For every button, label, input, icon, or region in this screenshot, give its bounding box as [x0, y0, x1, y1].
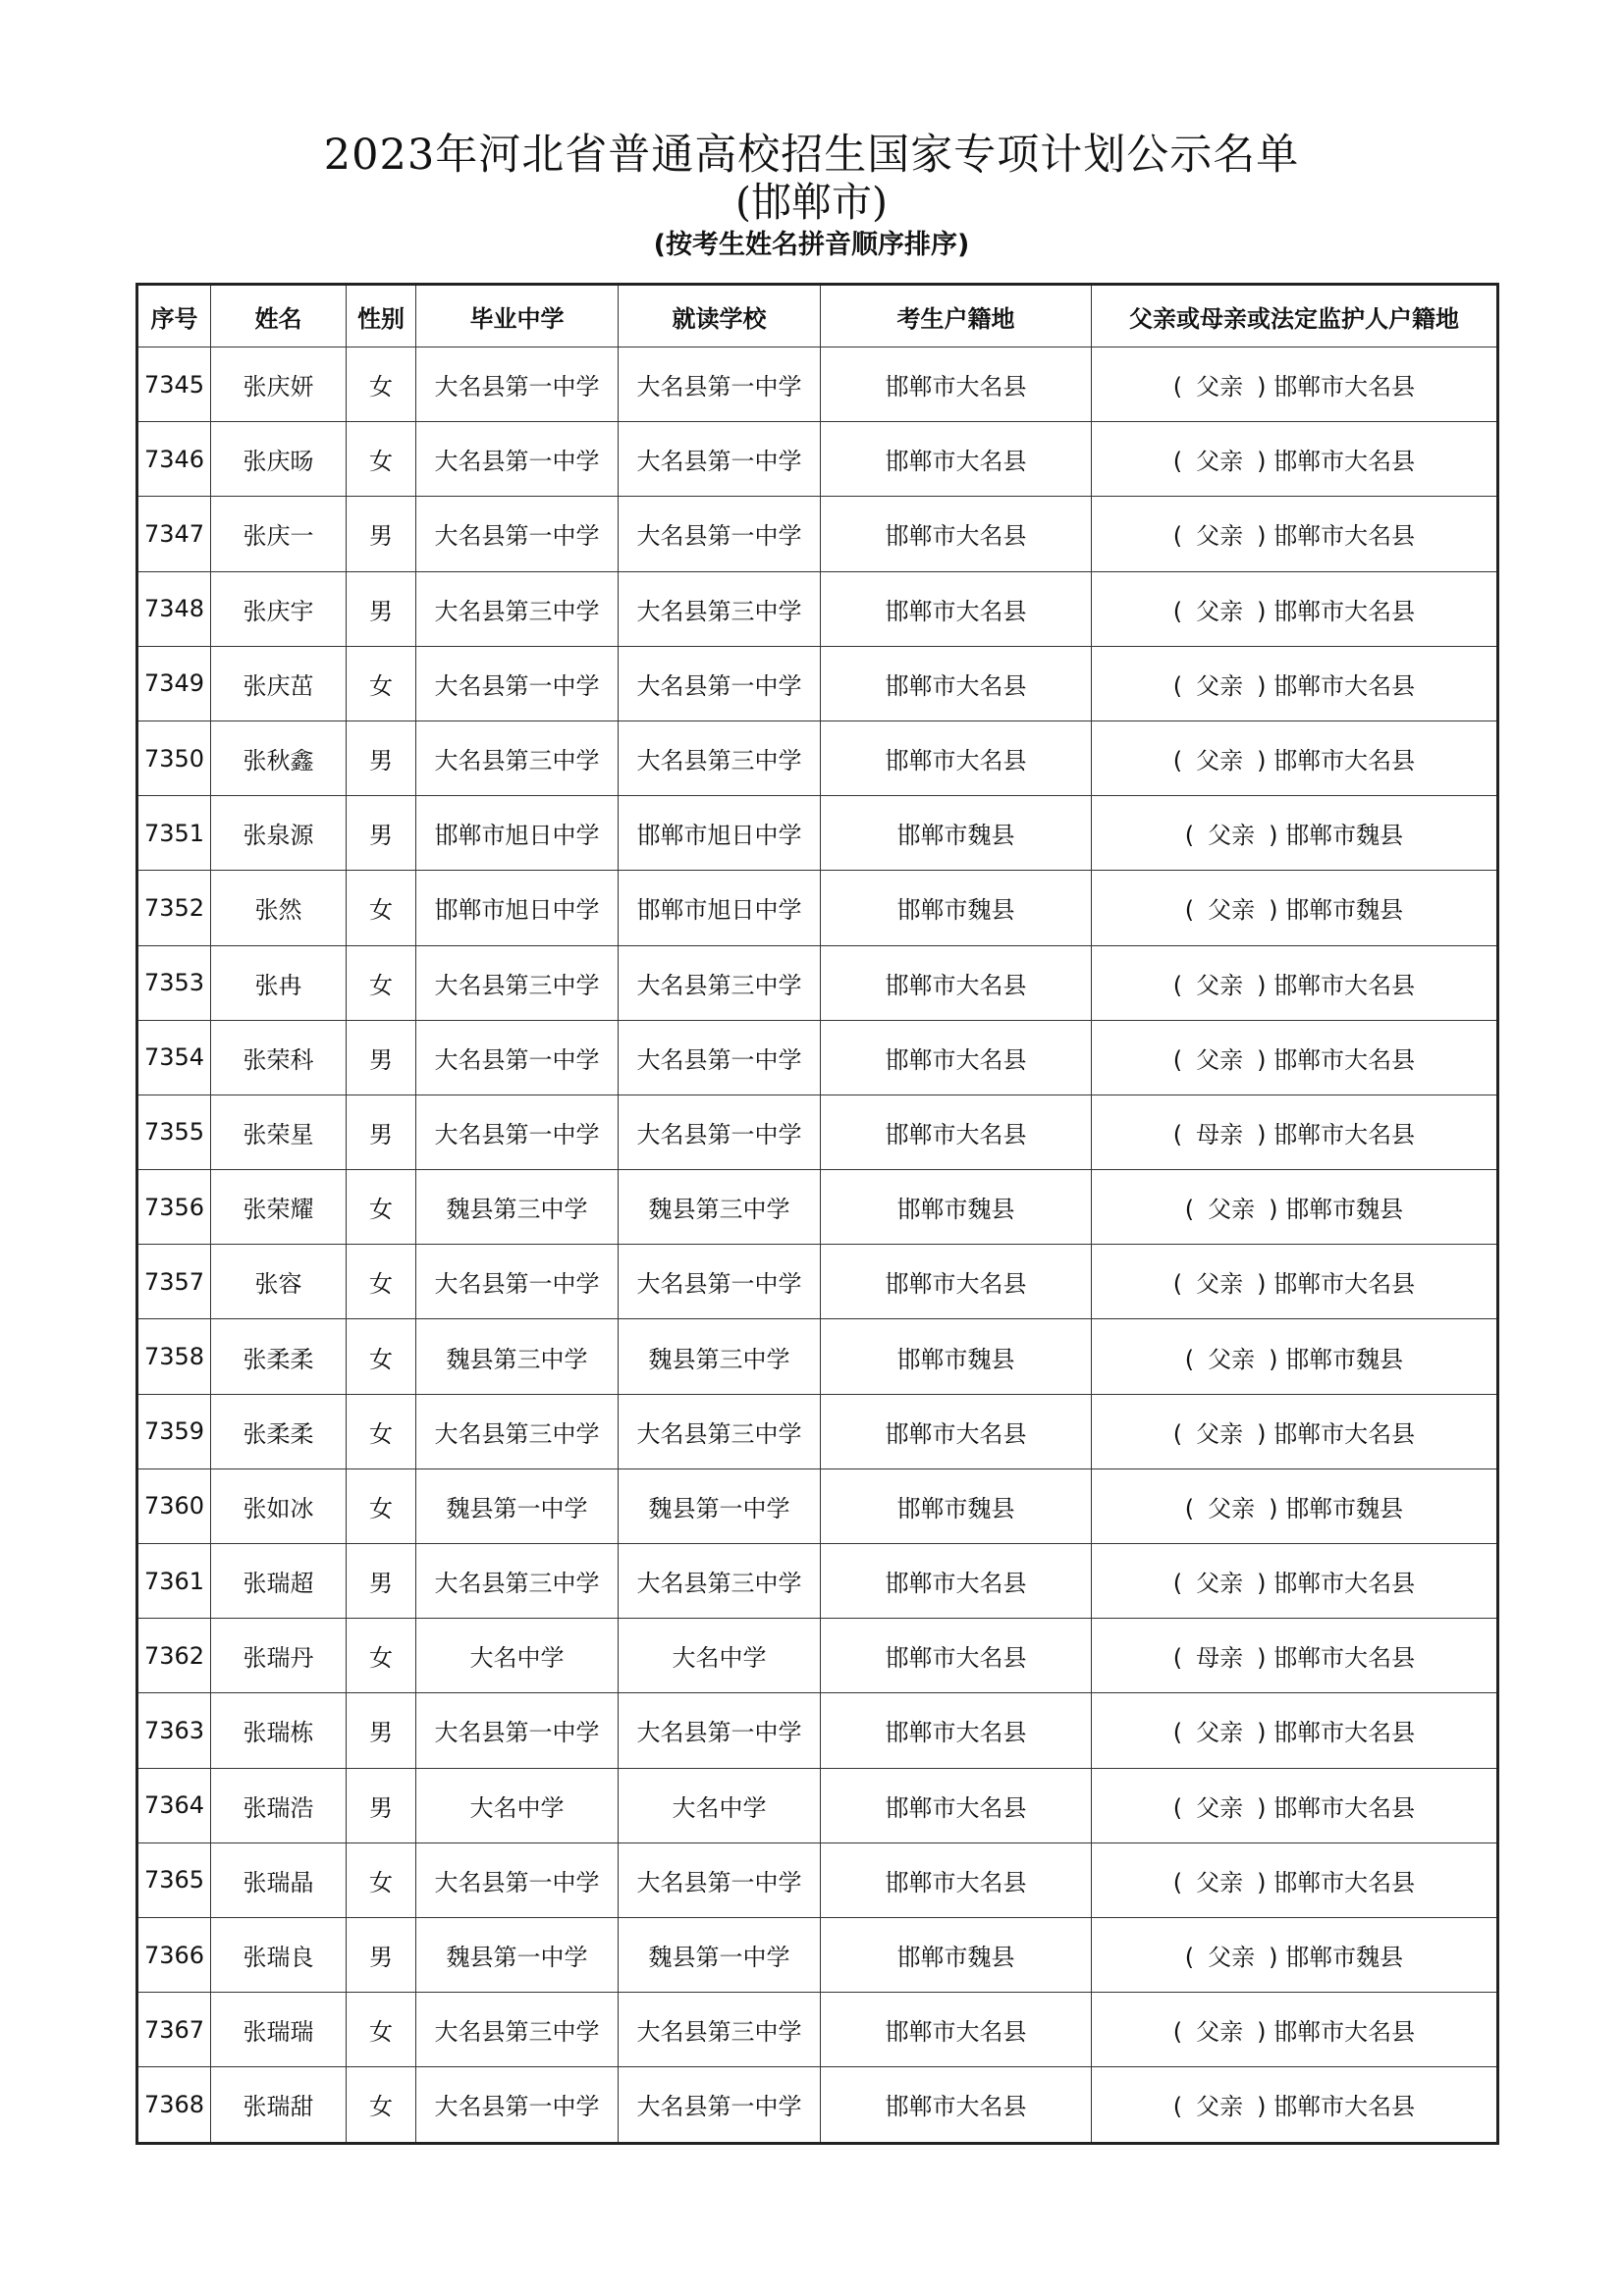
cell-name: 张冉: [211, 945, 347, 1020]
cell-hukou: 邯郸市大名县: [821, 2067, 1092, 2143]
cell-serial: 7362: [137, 1619, 211, 1693]
table-row: [137, 1693, 1498, 1768]
col-header-grad-school: 毕业中学: [416, 285, 619, 347]
guardian-hukou-location: 邯郸市大名县: [1273, 1570, 1416, 1598]
table-row: [137, 1468, 1498, 1543]
cell-name: 张瑞瑞: [211, 1993, 347, 2067]
table-row: [137, 1095, 1498, 1169]
col-header-gender: 性别: [347, 285, 416, 347]
cell-hukou: 邯郸市大名县: [821, 571, 1092, 646]
cell-grad-school: 魏县第三中学: [416, 1170, 619, 1245]
cell-current-school: 大名县第三中学: [619, 1394, 821, 1468]
cell-hukou: 邯郸市魏县: [821, 1468, 1092, 1543]
cell-serial: 7363: [137, 1693, 211, 1768]
cell-grad-school: 大名县第一中学: [416, 1245, 619, 1319]
cell-hukou: 邯郸市大名县: [821, 1993, 1092, 2067]
cell-serial: 7355: [137, 1095, 211, 1169]
cell-guardian-hukou: ( 父亲 ) 邯郸市大名县: [1092, 1693, 1498, 1768]
guardian-hukou-location: 邯郸市大名县: [1273, 971, 1416, 999]
cell-guardian-hukou: ( 父亲 ) 邯郸市大名县: [1092, 721, 1498, 795]
cell-name: 张柔柔: [211, 1319, 347, 1394]
cell-hukou: 邯郸市大名县: [821, 347, 1092, 422]
cell-gender: 男: [347, 571, 416, 646]
cell-name: 张如冰: [211, 1468, 347, 1543]
cell-grad-school: 大名县第一中学: [416, 646, 619, 721]
cell-gender: 女: [347, 871, 416, 945]
cell-serial: 7348: [137, 571, 211, 646]
cell-serial: 7361: [137, 1544, 211, 1619]
cell-grad-school: 邯郸市旭日中学: [416, 871, 619, 945]
col-header-serial: 序号: [137, 285, 211, 347]
cell-current-school: 大名县第三中学: [619, 1993, 821, 2067]
cell-grad-school: 大名县第一中学: [416, 1842, 619, 1917]
cell-hukou: 邯郸市大名县: [821, 497, 1092, 571]
cell-gender: 男: [347, 497, 416, 571]
col-header-current-school: 就读学校: [619, 285, 821, 347]
cell-hukou: 邯郸市魏县: [821, 1319, 1092, 1394]
cell-current-school: 大名县第一中学: [619, 497, 821, 571]
cell-current-school: 大名县第一中学: [619, 1020, 821, 1095]
guardian-hukou-location: 邯郸市魏县: [1285, 1944, 1404, 1972]
cell-gender: 男: [347, 1693, 416, 1768]
cell-name: 张瑞晶: [211, 1842, 347, 1917]
cell-name: 张瑞浩: [211, 1768, 347, 1842]
cell-gender: 男: [347, 1544, 416, 1619]
table-row: [137, 1319, 1498, 1394]
table-row: [137, 571, 1498, 646]
cell-hukou: 邯郸市魏县: [821, 1170, 1092, 1245]
cell-grad-school: 大名县第一中学: [416, 1095, 619, 1169]
table-row: [137, 721, 1498, 795]
cell-hukou: 邯郸市大名县: [821, 1394, 1092, 1468]
cell-name: 张瑞栋: [211, 1693, 347, 1768]
cell-grad-school: 大名县第一中学: [416, 2067, 619, 2143]
cell-current-school: 大名县第一中学: [619, 1842, 821, 1917]
cell-current-school: 大名县第三中学: [619, 1544, 821, 1619]
cell-name: 张瑞良: [211, 1917, 347, 1992]
cell-hukou: 邯郸市大名县: [821, 1842, 1092, 1917]
cell-current-school: 魏县第一中学: [619, 1468, 821, 1543]
cell-current-school: 大名县第一中学: [619, 1245, 821, 1319]
cell-hukou: 邯郸市大名县: [821, 1619, 1092, 1693]
cell-guardian-hukou: ( 父亲 ) 邯郸市大名县: [1092, 347, 1498, 422]
cell-name: 张庆茁: [211, 646, 347, 721]
cell-name: 张荣耀: [211, 1170, 347, 1245]
cell-current-school: 大名中学: [619, 1619, 821, 1693]
cell-name: 张柔柔: [211, 1394, 347, 1468]
cell-current-school: 魏县第三中学: [619, 1170, 821, 1245]
cell-guardian-hukou: ( 父亲 ) 邯郸市大名县: [1092, 571, 1498, 646]
guardian-relation: 母亲: [1196, 1644, 1244, 1673]
cell-serial: 7356: [137, 1170, 211, 1245]
guardian-hukou-location: 邯郸市大名县: [1273, 522, 1416, 551]
cell-current-school: 大名中学: [619, 1768, 821, 1842]
cell-hukou: 邯郸市大名县: [821, 1020, 1092, 1095]
cell-serial: 7354: [137, 1020, 211, 1095]
cell-serial: 7358: [137, 1319, 211, 1394]
cell-serial: 7359: [137, 1394, 211, 1468]
guardian-hukou-location: 邯郸市大名县: [1273, 2018, 1416, 2047]
cell-grad-school: 大名县第三中学: [416, 1993, 619, 2067]
cell-current-school: 大名县第三中学: [619, 945, 821, 1020]
cell-grad-school: 大名县第一中学: [416, 1693, 619, 1768]
cell-guardian-hukou: ( 父亲 ) 邯郸市大名县: [1092, 1993, 1498, 2067]
guardian-hukou-location: 邯郸市魏县: [1285, 1494, 1404, 1522]
cell-serial: 7346: [137, 422, 211, 497]
cell-current-school: 大名县第一中学: [619, 1095, 821, 1169]
cell-serial: 7353: [137, 945, 211, 1020]
table-row: [137, 347, 1498, 422]
table-row: [137, 646, 1498, 721]
cell-current-school: 大名县第一中学: [619, 2067, 821, 2143]
guardian-relation: 父亲: [1196, 671, 1244, 700]
cell-hukou: 邯郸市大名县: [821, 1245, 1092, 1319]
cell-current-school: 大名县第一中学: [619, 422, 821, 497]
table-row: [137, 796, 1498, 871]
cell-name: 张容: [211, 1245, 347, 1319]
cell-serial: 7360: [137, 1468, 211, 1543]
header-row: [137, 285, 1498, 347]
cell-name: 张荣星: [211, 1095, 347, 1169]
cell-current-school: 大名县第一中学: [619, 646, 821, 721]
cell-gender: 男: [347, 1768, 416, 1842]
cell-grad-school: 大名中学: [416, 1768, 619, 1842]
guardian-relation: 父亲: [1196, 1419, 1244, 1448]
cell-gender: 女: [347, 1245, 416, 1319]
cell-grad-school: 大名县第三中学: [416, 945, 619, 1020]
table-row: [137, 1020, 1498, 1095]
cell-serial: 7351: [137, 796, 211, 871]
guardian-hukou-location: 邯郸市大名县: [1273, 671, 1416, 700]
guardian-relation: 父亲: [1196, 747, 1244, 775]
cell-name: 张瑞超: [211, 1544, 347, 1619]
guardian-relation: 父亲: [1208, 1944, 1256, 1972]
cell-name: 张庆宇: [211, 571, 347, 646]
cell-serial: 7365: [137, 1842, 211, 1917]
guardian-hukou-location: 邯郸市大名县: [1273, 1719, 1416, 1747]
cell-serial: 7366: [137, 1917, 211, 1992]
guardian-relation: 父亲: [1196, 597, 1244, 625]
table-row: [137, 1842, 1498, 1917]
table-row: [137, 1993, 1498, 2067]
cell-guardian-hukou: ( 父亲 ) 邯郸市大名县: [1092, 1245, 1498, 1319]
cell-guardian-hukou: ( 父亲 ) 邯郸市大名县: [1092, 1842, 1498, 1917]
cell-name: 张秋鑫: [211, 721, 347, 795]
cell-guardian-hukou: ( 父亲 ) 邯郸市大名县: [1092, 2067, 1498, 2143]
cell-serial: 7352: [137, 871, 211, 945]
cell-current-school: 魏县第一中学: [619, 1917, 821, 1992]
guardian-hukou-location: 邯郸市大名县: [1273, 1644, 1416, 1673]
guardian-relation: 父亲: [1196, 1793, 1244, 1822]
table-row: [137, 1619, 1498, 1693]
guardian-relation: 父亲: [1196, 1570, 1244, 1598]
guardian-relation: 父亲: [1196, 971, 1244, 999]
cell-gender: 女: [347, 1993, 416, 2067]
cell-name: 张瑞甜: [211, 2067, 347, 2143]
guardian-relation: 父亲: [1196, 373, 1244, 401]
cell-guardian-hukou: ( 父亲 ) 邯郸市大名县: [1092, 646, 1498, 721]
cell-guardian-hukou: ( 父亲 ) 邯郸市魏县: [1092, 1319, 1498, 1394]
table-row: [137, 497, 1498, 571]
cell-guardian-hukou: ( 父亲 ) 邯郸市大名县: [1092, 1544, 1498, 1619]
table-row: [137, 1394, 1498, 1468]
guardian-hukou-location: 邯郸市大名县: [1273, 1793, 1416, 1822]
cell-gender: 男: [347, 1917, 416, 1992]
guardian-hukou-location: 邯郸市魏县: [1285, 1196, 1404, 1224]
cell-guardian-hukou: ( 母亲 ) 邯郸市大名县: [1092, 1095, 1498, 1169]
table-header: [137, 285, 1498, 347]
cell-serial: 7357: [137, 1245, 211, 1319]
cell-name: 张然: [211, 871, 347, 945]
cell-grad-school: 魏县第一中学: [416, 1917, 619, 1992]
guardian-relation: 父亲: [1208, 822, 1256, 850]
cell-gender: 女: [347, 1394, 416, 1468]
guardian-hukou-location: 邯郸市魏县: [1285, 822, 1404, 850]
cell-gender: 男: [347, 721, 416, 795]
cell-current-school: 大名县第一中学: [619, 1693, 821, 1768]
cell-gender: 女: [347, 347, 416, 422]
cell-name: 张庆一: [211, 497, 347, 571]
cell-name: 张荣科: [211, 1020, 347, 1095]
cell-name: 张庆旸: [211, 422, 347, 497]
cell-hukou: 邯郸市大名县: [821, 945, 1092, 1020]
cell-grad-school: 邯郸市旭日中学: [416, 796, 619, 871]
cell-grad-school: 大名县第三中学: [416, 571, 619, 646]
cell-grad-school: 魏县第一中学: [416, 1468, 619, 1543]
cell-grad-school: 大名中学: [416, 1619, 619, 1693]
table-row: [137, 1768, 1498, 1842]
cell-gender: 男: [347, 1095, 416, 1169]
guardian-relation: 父亲: [1196, 2093, 1244, 2121]
cell-serial: 7367: [137, 1993, 211, 2067]
table-row: [137, 422, 1498, 497]
cell-gender: 男: [347, 796, 416, 871]
guardian-hukou-location: 邯郸市大名县: [1273, 1045, 1416, 1074]
cell-guardian-hukou: ( 父亲 ) 邯郸市魏县: [1092, 796, 1498, 871]
cell-grad-school: 大名县第一中学: [416, 347, 619, 422]
document-subtitle: (邯郸市): [735, 179, 888, 226]
sort-note: (按考生姓名拼音顺序排序): [653, 230, 970, 260]
guardian-relation: 父亲: [1196, 448, 1244, 476]
cell-guardian-hukou: ( 母亲 ) 邯郸市大名县: [1092, 1619, 1498, 1693]
cell-current-school: 大名县第三中学: [619, 571, 821, 646]
cell-grad-school: 大名县第三中学: [416, 1544, 619, 1619]
cell-serial: 7349: [137, 646, 211, 721]
cell-current-school: 大名县第一中学: [619, 347, 821, 422]
roster-table: [135, 283, 1499, 2145]
cell-serial: 7350: [137, 721, 211, 795]
cell-grad-school: 大名县第一中学: [416, 497, 619, 571]
table-row: [137, 945, 1498, 1020]
cell-gender: 女: [347, 422, 416, 497]
cell-gender: 男: [347, 1020, 416, 1095]
cell-guardian-hukou: ( 父亲 ) 邯郸市魏县: [1092, 1917, 1498, 1992]
cell-hukou: 邯郸市魏县: [821, 871, 1092, 945]
cell-grad-school: 大名县第三中学: [416, 721, 619, 795]
cell-guardian-hukou: ( 父亲 ) 邯郸市大名县: [1092, 945, 1498, 1020]
cell-gender: 女: [347, 1842, 416, 1917]
cell-guardian-hukou: ( 父亲 ) 邯郸市魏县: [1092, 1468, 1498, 1543]
guardian-relation: 父亲: [1208, 1345, 1256, 1373]
cell-hukou: 邯郸市魏县: [821, 1917, 1092, 1992]
guardian-hukou-location: 邯郸市大名县: [1273, 1419, 1416, 1448]
cell-grad-school: 大名县第一中学: [416, 422, 619, 497]
cell-gender: 女: [347, 945, 416, 1020]
cell-guardian-hukou: ( 父亲 ) 邯郸市大名县: [1092, 497, 1498, 571]
guardian-hukou-location: 邯郸市大名县: [1273, 1120, 1416, 1148]
cell-hukou: 邯郸市魏县: [821, 796, 1092, 871]
guardian-hukou-location: 邯郸市大名县: [1273, 1270, 1416, 1299]
cell-grad-school: 大名县第三中学: [416, 1394, 619, 1468]
table-row: [137, 871, 1498, 945]
cell-current-school: 魏县第三中学: [619, 1319, 821, 1394]
guardian-hukou-location: 邯郸市大名县: [1273, 1868, 1416, 1896]
table-row: [137, 1245, 1498, 1319]
guardian-relation: 父亲: [1196, 1045, 1244, 1074]
guardian-hukou-location: 邯郸市大名县: [1273, 597, 1416, 625]
table-row: [137, 1917, 1498, 1992]
cell-hukou: 邯郸市大名县: [821, 1768, 1092, 1842]
cell-hukou: 邯郸市大名县: [821, 1693, 1092, 1768]
guardian-relation: 父亲: [1196, 522, 1244, 551]
cell-guardian-hukou: ( 父亲 ) 邯郸市大名县: [1092, 422, 1498, 497]
cell-guardian-hukou: ( 父亲 ) 邯郸市魏县: [1092, 1170, 1498, 1245]
cell-grad-school: 魏县第三中学: [416, 1319, 619, 1394]
guardian-relation: 父亲: [1196, 1719, 1244, 1747]
cell-gender: 女: [347, 646, 416, 721]
cell-gender: 女: [347, 1170, 416, 1245]
table-body: [137, 347, 1498, 2144]
guardian-hukou-location: 邯郸市大名县: [1273, 747, 1416, 775]
guardian-hukou-location: 邯郸市魏县: [1285, 896, 1404, 925]
guardian-relation: 父亲: [1196, 2018, 1244, 2047]
table-row: [137, 1544, 1498, 1619]
guardian-hukou-location: 邯郸市魏县: [1285, 1345, 1404, 1373]
guardian-relation: 父亲: [1208, 896, 1256, 925]
cell-serial: 7345: [137, 347, 211, 422]
cell-name: 张瑞丹: [211, 1619, 347, 1693]
guardian-hukou-location: 邯郸市大名县: [1273, 448, 1416, 476]
cell-hukou: 邯郸市大名县: [821, 646, 1092, 721]
guardian-relation: 父亲: [1208, 1494, 1256, 1522]
cell-guardian-hukou: ( 父亲 ) 邯郸市大名县: [1092, 1020, 1498, 1095]
col-header-guardian-hukou: 父亲或母亲或法定监护人户籍地: [1092, 285, 1498, 347]
cell-hukou: 邯郸市大名县: [821, 721, 1092, 795]
cell-hukou: 邯郸市大名县: [821, 1544, 1092, 1619]
guardian-relation: 父亲: [1196, 1270, 1244, 1299]
col-header-name: 姓名: [211, 285, 347, 347]
cell-guardian-hukou: ( 父亲 ) 邯郸市大名县: [1092, 1768, 1498, 1842]
guardian-hukou-location: 邯郸市大名县: [1273, 373, 1416, 401]
table-row: [137, 2067, 1498, 2143]
document-title: 2023年河北省普通高校招生国家专项计划公示名单: [323, 131, 1300, 180]
cell-current-school: 邯郸市旭日中学: [619, 871, 821, 945]
guardian-relation: 父亲: [1208, 1196, 1256, 1224]
guardian-relation: 父亲: [1196, 1868, 1244, 1896]
cell-serial: 7364: [137, 1768, 211, 1842]
guardian-hukou-location: 邯郸市大名县: [1273, 2093, 1416, 2121]
cell-gender: 女: [347, 2067, 416, 2143]
cell-gender: 女: [347, 1619, 416, 1693]
cell-current-school: 邯郸市旭日中学: [619, 796, 821, 871]
cell-gender: 女: [347, 1319, 416, 1394]
cell-name: 张泉源: [211, 796, 347, 871]
cell-grad-school: 大名县第一中学: [416, 1020, 619, 1095]
cell-name: 张庆妍: [211, 347, 347, 422]
cell-guardian-hukou: ( 父亲 ) 邯郸市大名县: [1092, 1394, 1498, 1468]
cell-hukou: 邯郸市大名县: [821, 422, 1092, 497]
table-row: [137, 1170, 1498, 1245]
cell-hukou: 邯郸市大名县: [821, 1095, 1092, 1169]
col-header-hukou: 考生户籍地: [821, 285, 1092, 347]
cell-gender: 女: [347, 1468, 416, 1543]
cell-current-school: 大名县第三中学: [619, 721, 821, 795]
cell-serial: 7347: [137, 497, 211, 571]
cell-serial: 7368: [137, 2067, 211, 2143]
guardian-relation: 母亲: [1196, 1120, 1244, 1148]
cell-guardian-hukou: ( 父亲 ) 邯郸市魏县: [1092, 871, 1498, 945]
